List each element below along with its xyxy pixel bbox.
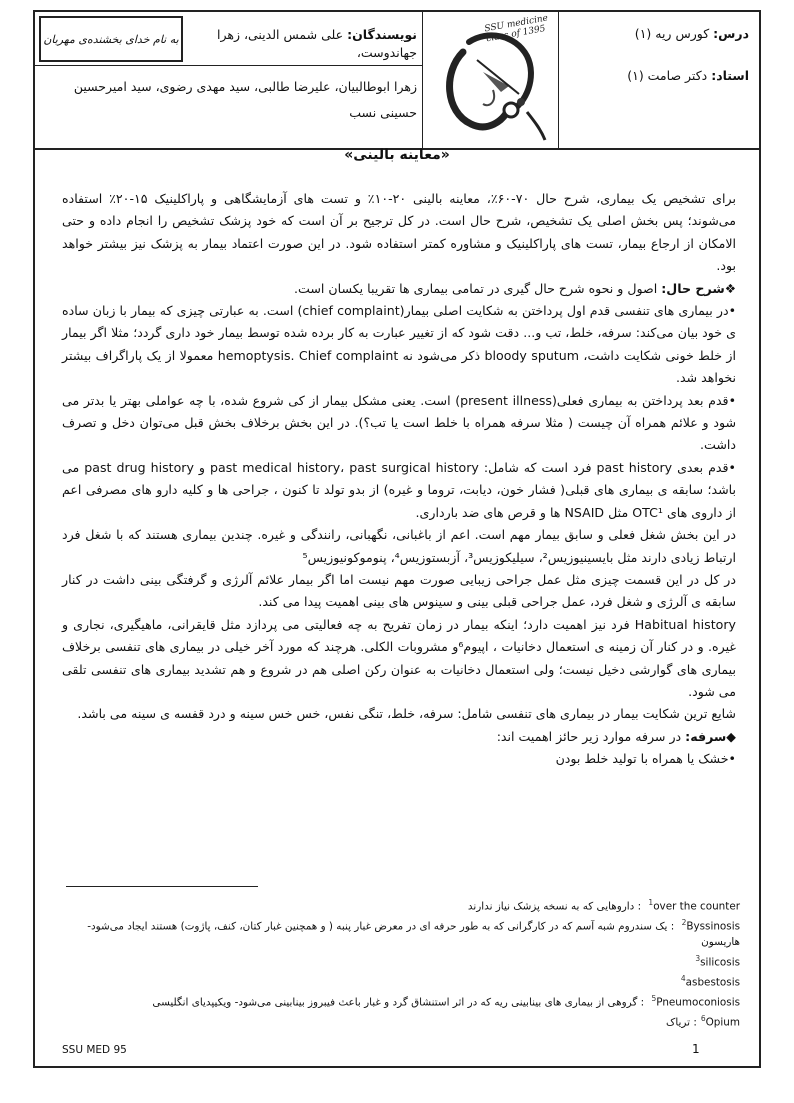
paragraph-occupation: در این بخش شغل فعلی و سابق بیمار مهم است. اعم از باغبانی، نگهبانی، رانندگی و غیره. چندین بیماری هستند که با شغل فرد ارتباط زیادی دارند مثل بایسینیوزیس²، سیلیکوزیس³، آزبستوزیس⁴، پنوموکونیوزیس⁵ [62, 527, 736, 565]
course-line: درس: کورس ریه (۱) [634, 26, 749, 41]
paragraph-chief-complaint: •در بیماری های تنفسی قدم اول پرداختن به شکایت اصلی بیمار(chief complaint) است. به عبارتی چیزی که بیمار با زبان ساده ی خود بیان می‌کند: سرفه، خلط، تب و... دقت شود که از تغییر عبارت به کار برده شده توسط بیمار خود داری گردد؛ مثلا اگر بیمار از خلط خونی شکایت داشت، bloody sputum ذکر می‌شود نه hemoptysis. Chief complaint معمولا از یک پاراگراف بیشتر نخواهد شد. [62, 303, 737, 386]
footnote-item: $^4$asbestosis [680, 973, 740, 989]
paragraph-common-complaints: شایع ترین شکایت بیمار در بیماری های تنفسی شامل: سرفه، خلط، تنگی نفس، خس خس سینه و درد قفسه ی سینه می باشد. [77, 706, 736, 722]
paragraph-cough-heading: ◆سرفه: در سرفه موارد زیر حائز اهمیت اند: [496, 728, 736, 744]
footnote-item: $^3$silicosis [695, 953, 740, 969]
teacher-label: استاد [716, 68, 749, 83]
paragraph-habitual-history: Habitual history فرد نیز اهمیت دارد؛ اینکه بیمار در زمان تفریح به چه فعالیتی می پردازد مثل قایقرانی، ماهیگیری، نجاری و غیره. و در کنار آن زمینه ی استعمال دخانیات ، اپیوم⁶و مشروبات الکلی. هرچند که مورد آخر خیلی در بیماری های تنفسی برخلاف بیماری های گوارشی دخیل نیست؛ ولی استعمال دخانیات به عنوان رکن اصلی هم در شروع و هم تشدید بیماری های تنفسی تلقی می شود. [62, 616, 736, 699]
authors-line-1: نویسندگان: علی شمس الدینی، زهرا جهاندوست، [216, 27, 417, 60]
paragraph-present-illness: •قدم بعد پرداختن به بیماری فعلی(present illness) است. یعنی مشکل بیمار از کی شروع شده، با چه عواملی بهتر یا بدتر می شود و علائم همراه آن چیست ( مثلا سرفه همراه با خلط است یا تب؟). در این بخش برخلاف بخش قبل می‌توان دخل و تصرف داشت. [62, 392, 736, 453]
footnote-item: $^1$over the counter : داروهایی که به نسخه پزشک نیاز ندارند [467, 898, 740, 913]
footnote-divider [66, 886, 258, 887]
paragraph-allergy: در کل در این قسمت چیزی مثل عمل جراحی زیبایی صورت مهم نیست اما اگر بیمار علائم آلرژی و گرفتگی بینی داشت در کنار سابقه ی آلرژی و شغل فرد، عمل جراحی قبلی بینی و سینوس های بینی اهمیت پیدا می کند. [62, 571, 736, 610]
course-label: درس [718, 26, 749, 41]
footnote-item: $^5$Pneumoconiosis : گروهی از بیماری های بینابینی ریه که در اثر استنشاق گرد و غبار باعث فیبروز بینابینی می‌شود- ویکیپدیای انگلیسی [152, 993, 740, 1009]
paragraph-history-heading: ❖شرح حال: اصول و نحوه شرح حال گیری در تمامی بیماری ها تقریبا یکسان است. [293, 280, 736, 296]
footnotes [66, 895, 740, 1031]
paragraph-past-history: •قدم بعدی past history فرد است که شامل: past medical history، past surgical history و past drug history می باشد؛ سابقه ی بیماری های قبلی( فشار خون، دیابت، تروما و غیره) از بدو تولد تا کنون ، جراحی ها و کلیه دارو های مصرفی اعم از داروی های OTC¹ مثل NSAID ها و قرص های ضد بارداری. [62, 459, 736, 520]
teacher-value: دکتر صامت (۱) [627, 68, 708, 83]
logo-caption: SSU medicine class of 1395 [483, 13, 549, 45]
teacher-line: استاد: دکتر صامت (۱) [627, 68, 749, 83]
header-course-info [559, 12, 759, 148]
authors-names-1: علی شمس الدینی، زهرا جهاندوست، [216, 27, 417, 60]
basmala-box [39, 16, 183, 62]
history-heading: ❖شرح حال: [661, 280, 736, 296]
footnote-item: $^6$Opium: تریاک [666, 1013, 740, 1029]
authors-line-2: زهرا ابوطالبیان، علیرضا طالبی، سید مهدی رضوی، سید امیرحسین حسینی نسب [73, 79, 417, 120]
page-number: 1 [692, 1042, 700, 1056]
course-value: کورس ریه (۱) [634, 26, 710, 41]
main-content [62, 188, 736, 771]
class-logo [423, 12, 559, 148]
paragraph-dry-productive: •خشک یا همراه با تولید خلط بودن [555, 751, 736, 767]
footnote-item: $^2$Byssinosis : یک سندروم شبه آسم که در کارگرانی که به طور حرفه ای در معرض غبار پنبه ( و همچنین غبار کتان، کنف، پاژوت) هستند ایجاد می‌شود-هاریسون [87, 918, 740, 949]
header-authors-bottom [35, 66, 423, 148]
paragraph-intro: برای تشخیص یک بیماری، شرح حال ۷۰-۶۰٪، معاینه بالینی ۲۰-۱۰٪ و تست های آزمایشگاهی و پاراکلینیک ۱۵-۲۰٪ استفاده می‌شوند؛ پس بخش اصلی یک تشخیص، شرح حال است. در کل ترجیح بر آن است که خود پزشک تشخیص را انجام داده و حتی الامکان از ارجاع بیمار، تست های پاراکلینیک و مشاوره کمتر استفاده شود. در این صورت اعتماد بیمار به پزشک نیز بیشتر خواهد بود. [62, 191, 736, 274]
header-authors-top [35, 12, 423, 66]
cough-heading: ◆سرفه: [685, 728, 736, 744]
basmala-text: به نام خدای بخشنده‌ی مهربان [43, 32, 179, 46]
page-title: «معاینه بالینی» [344, 147, 450, 163]
authors-label: نویسندگان [352, 27, 417, 42]
footer-label: SSU MED 95 [62, 1044, 127, 1056]
